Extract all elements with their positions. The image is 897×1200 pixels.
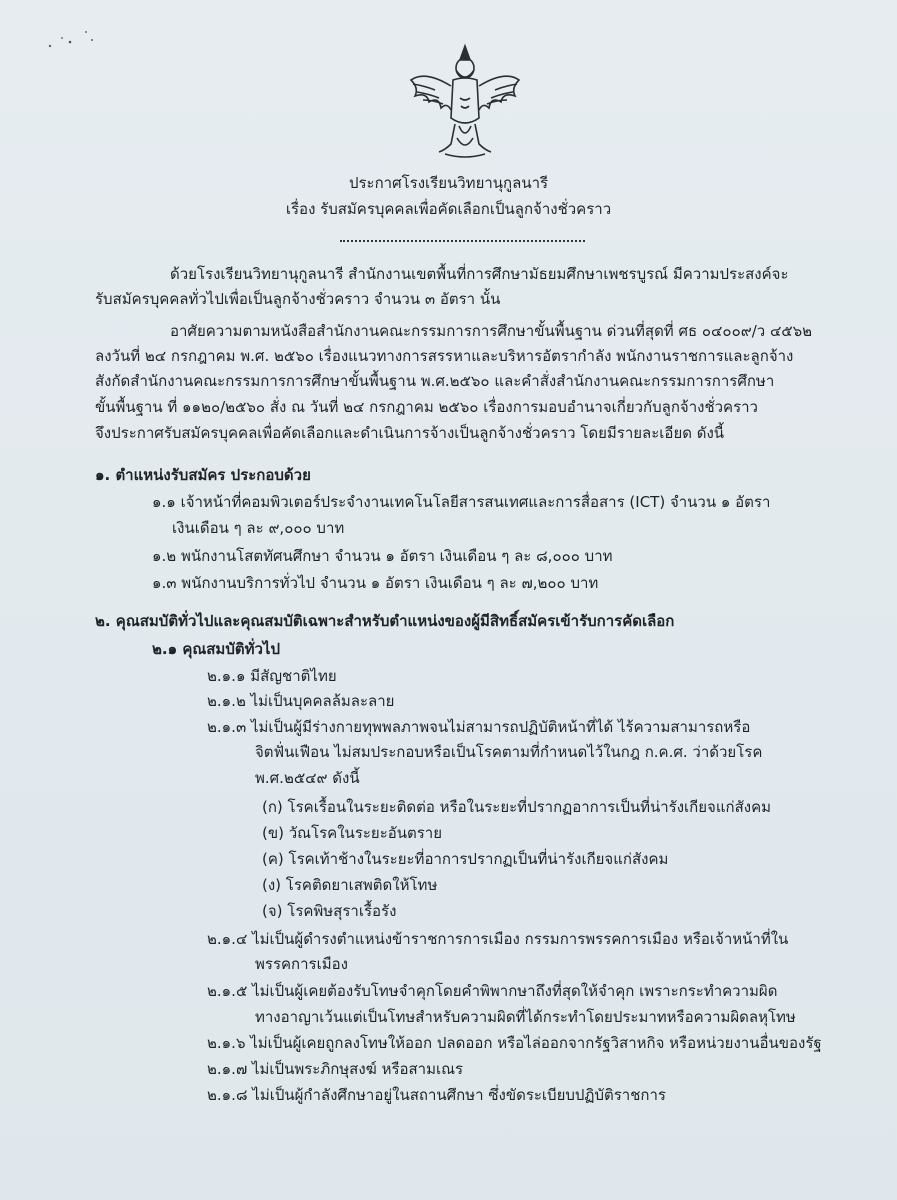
disease-item: (จ) โรคพิษสุราเรื้อรัง — [262, 902, 397, 920]
disease-item: (ค) โรคเท้าช้างในระยะที่อาการปรากฏเป็นที่น่ารังเกียจแก่สังคม — [262, 850, 669, 868]
announcement-title: ประกาศโรงเรียนวิทยานุกูลนารี — [348, 174, 549, 192]
qualification-item: ๒.๑.๕ ไม่เป็นผู้เคยต้องรับโทษจำคุกโดยคำพิพากษาถึงที่สุดให้จำคุก เพราะกระทำความผิด — [207, 982, 778, 1000]
intro-paragraph-line: รับสมัครบุคคลทั่วไปเพื่อเป็นลูกจ้างชั่วคราว จำนวน ๓ อัตรา นั้น — [95, 290, 501, 308]
position-salary: เงินเดือน ๆ ละ ๙,๐๐๐ บาท — [172, 519, 345, 537]
scan-specks — [40, 20, 110, 60]
authority-paragraph-line: สังกัดสำนักงานคณะกรรมการการศึกษาขั้นพื้นฐาน พ.ศ.๒๕๖๐ และคำสั่งสำนักงานคณะกรรมการการศึกษา — [95, 372, 775, 390]
garuda-emblem — [405, 40, 525, 165]
qualification-item: ๒.๑.๖ ไม่เป็นผู้เคยถูกลงโทษให้ออก ปลดออก หรือไล่ออกจากรัฐวิสาหกิจ หรือหน่วยงานอื่นของรัฐ — [207, 1034, 822, 1052]
authority-paragraph-line: ลงวันที่ ๒๔ กรกฎาคม พ.ศ. ๒๕๖๐ เรื่องแนวทางการสรรหาและบริหารอัตรากำลัง พนักงานราชการและลูกจ้าง — [95, 347, 794, 365]
section-2-1-heading: ๒.๑ คุณสมบัติทั่วไป — [152, 640, 280, 658]
qualification-continuation: ทางอาญาเว้นแต่เป็นโทษสำหรับความผิดที่ได้กระทำโดยประมาทหรือความผิดลหุโทษ — [255, 1008, 796, 1026]
qualification-continuation: พรรคการเมือง — [255, 955, 348, 973]
disease-item: (ข) วัณโรคในระยะอันตราย — [262, 824, 443, 842]
qualification-item: ๒.๑.๗ ไม่เป็นพระภิกษุสงฆ์ หรือสามเณร — [207, 1060, 464, 1078]
authority-paragraph-line: อาศัยความตามหนังสือสำนักงานคณะกรรมการการศึกษาขั้นพื้นฐาน ด่วนที่สุดที่ ศธ ๐๔๐๐๙/ว ๔๕๖๒ — [170, 322, 813, 340]
position-item: ๑.๒ พนักงานโสตทัศนศึกษา จำนวน ๑ อัตรา เงินเดือน ๆ ละ ๘,๐๐๐ บาท — [152, 547, 613, 565]
qualification-continuation: จิตฟั่นเฟือน ไม่สมประกอบหรือเป็นโรคตามที่กำหนดไว้ในกฎ ก.ค.ศ. ว่าด้วยโรค — [255, 743, 763, 761]
title-divider — [340, 240, 585, 242]
section-2-heading: ๒. คุณสมบัติทั่วไปและคุณสมบัติเฉพาะสำหรับตำแหน่งของผู้มีสิทธิ์สมัครเข้ารับการคัดเลือก — [95, 612, 675, 630]
qualification-item: ๒.๑.๑ มีสัญชาติไทย — [207, 667, 337, 685]
qualification-item: ๒.๑.๔ ไม่เป็นผู้ดำรงตำแหน่งข้าราชการการเมือง กรรมการพรรคการเมือง หรือเจ้าหน้าที่ใน — [207, 930, 789, 948]
disease-item: (ก) โรคเรื้อนในระยะติดต่อ หรือในระยะที่ปรากฏอาการเป็นที่น่ารังเกียจแก่สังคม — [262, 798, 771, 816]
position-item: ๑.๑ เจ้าหน้าที่คอมพิวเตอร์ประจำงานเทคโนโลยีสารสนเทศและการสื่อสาร (ICT) จำนวน ๑ อัตรา — [152, 493, 771, 511]
disease-item: (ง) โรคติดยาเสพติดให้โทษ — [262, 876, 438, 894]
position-item: ๑.๓ พนักงานบริการทั่วไป จำนวน ๑ อัตรา เงินเดือน ๆ ละ ๗,๒๐๐ บาท — [152, 574, 599, 592]
qualification-continuation: พ.ศ.๒๕๔๙ ดังนี้ — [255, 769, 360, 787]
qualification-item: ๒.๑.๒ ไม่เป็นบุคคลล้มละลาย — [207, 692, 395, 710]
qualification-item: ๒.๑.๓ ไม่เป็นผู้มีร่างกายทุพพลภาพจนไม่สามารถปฏิบัติหน้าที่ได้ ไร้ความสามารถหรือ — [207, 718, 751, 736]
announcement-subject: เรื่อง รับสมัครบุคคลเพื่อคัดเลือกเป็นลูกจ้างชั่วคราว — [285, 200, 612, 218]
authority-paragraph-line: จึงประกาศรับสมัครบุคคลเพื่อคัดเลือกและดำเนินการจ้างเป็นลูกจ้างชั่วคราว โดยมีรายละเอียด ดังนี้ — [95, 424, 725, 442]
qualification-item: ๒.๑.๘ ไม่เป็นผู้กำลังศึกษาอยู่ในสถานศึกษา ซึ่งขัดระเบียบปฏิบัติราชการ — [207, 1086, 666, 1104]
intro-paragraph-line: ด้วยโรงเรียนวิทยานุกูลนารี สำนักงานเขตพื้นที่การศึกษามัธยมศึกษาเพชรบูรณ์ มีความประสงค์จะ — [170, 265, 789, 283]
authority-paragraph-line: ขั้นพื้นฐาน ที่ ๑๑๒๐/๒๕๖๐ สั่ง ณ วันที่ ๒๔ กรกฎาคม ๒๕๖๐ เรื่องการมอบอำนาจเกี่ยวกับลูกจ้างชั่วคราว — [95, 398, 758, 416]
section-1-heading: ๑. ตำแหน่งรับสมัคร ประกอบด้วย — [95, 466, 311, 484]
